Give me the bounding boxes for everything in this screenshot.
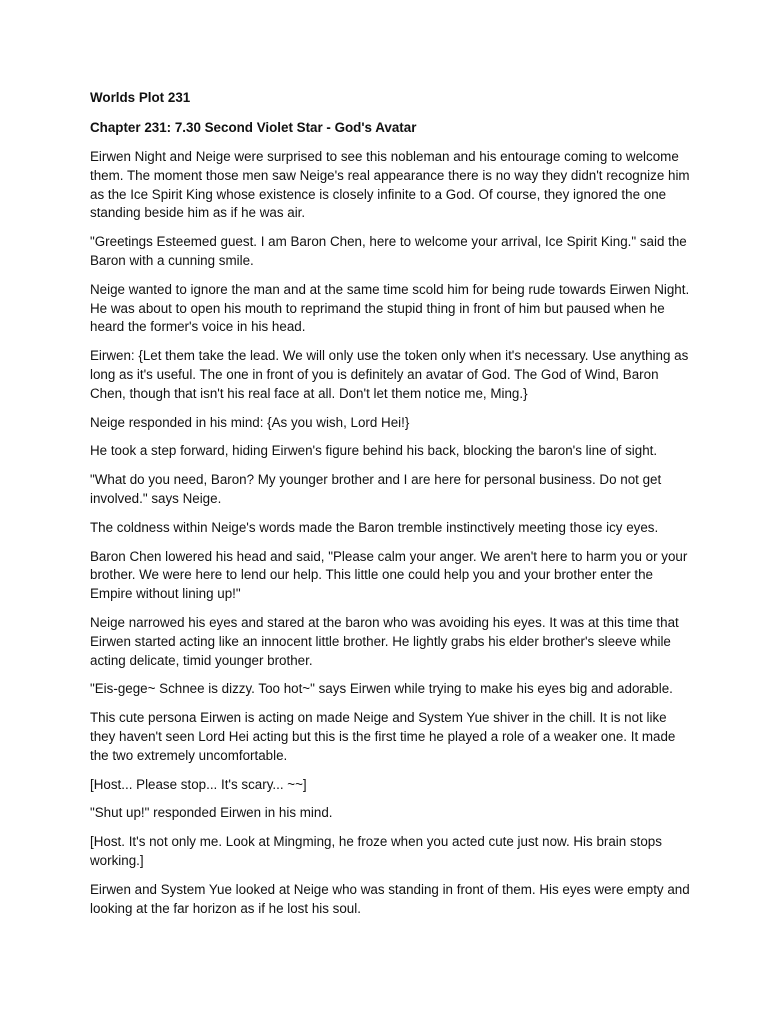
paragraph: "What do you need, Baron? My younger brother and I are here for personal business. Do not get involved." says Neige. — [90, 472, 662, 506]
paragraph: This cute persona Eirwen is acting on made Neige and System Yue shiver in the chill. It is not like they haven't seen Lord Hei acting but this is the first time he played a role of a weaker one. It made the two extremely uncomfortable. — [90, 710, 676, 763]
paragraph: [Host... Please stop... It's scary... ~~] — [90, 776, 307, 792]
paragraph: He took a step forward, hiding Eirwen's figure behind his back, blocking the baron's line of sight. — [90, 443, 658, 459]
paragraph: The coldness within Neige's words made the Baron tremble instinctively meeting those icy eyes. — [90, 519, 659, 535]
paragraph: "Greetings Esteemed guest. I am Baron Chen, here to welcome your arrival, Ice Spirit King." said the Baron with a cunning smile. — [90, 234, 687, 268]
paragraph: "Eis-gege~ Schnee is dizzy. Too hot~" says Eirwen while trying to make his eyes big and adorable. — [90, 681, 673, 697]
paragraph: Eirwen: {Let them take the lead. We will only use the token only when it's necessary. Use anything as long as it's useful. The one in front of you is definitely an avatar of God. The God of Wind, Baron Chen, though that isn't his real face at all. Don't let them notice me, Ming.} — [90, 348, 689, 401]
paragraph: [Host. It's not only me. Look at Mingming, he froze when you acted cute just now. His brain stops working.] — [90, 834, 662, 868]
document-title: Worlds Plot 231 — [90, 90, 191, 105]
paragraph: Baron Chen lowered his head and said, "Please calm your anger. We aren't here to harm you or your brother. We were here to lend our help. This little one could help you and your brother enter the Empire without lining up!" — [90, 548, 688, 602]
paragraph: Eirwen Night and Neige were surprised to see this nobleman and his entourage coming to welcome them. The moment those men saw Neige's real appearance there is no way they didn't recognize him as the Ice Spirit King whose existence is closely infinite to a God. Of course, they ignored the one standing beside him as if he was air. — [90, 149, 690, 221]
paragraph: Neige narrowed his eyes and stared at the baron who was avoiding his eyes. It was at this time that Eirwen started acting like an innocent little brother. He lightly grabs his elder brother's sleeve while acting delicate, timid younger brother. — [90, 614, 679, 668]
paragraph: Eirwen and System Yue looked at Neige who was standing in front of them. His eyes were empty and looking at the far horizon as if he lost his soul. — [90, 881, 690, 916]
paragraph: "Shut up!" responded Eirwen in his mind. — [90, 805, 333, 821]
chapter-title: Chapter 231: 7.30 Second Violet Star - God's Avatar — [90, 120, 417, 135]
document-page — [90, 88, 690, 928]
paragraph: Neige wanted to ignore the man and at the same time scold him for being rude towards Eirwen Night. He was about to open his mouth to reprimand the stupid thing in front of him but paused when he heard the former's voice in his head. — [90, 281, 690, 335]
paragraph: Neige responded in his mind: {As you wish, Lord Hei!} — [90, 414, 410, 430]
